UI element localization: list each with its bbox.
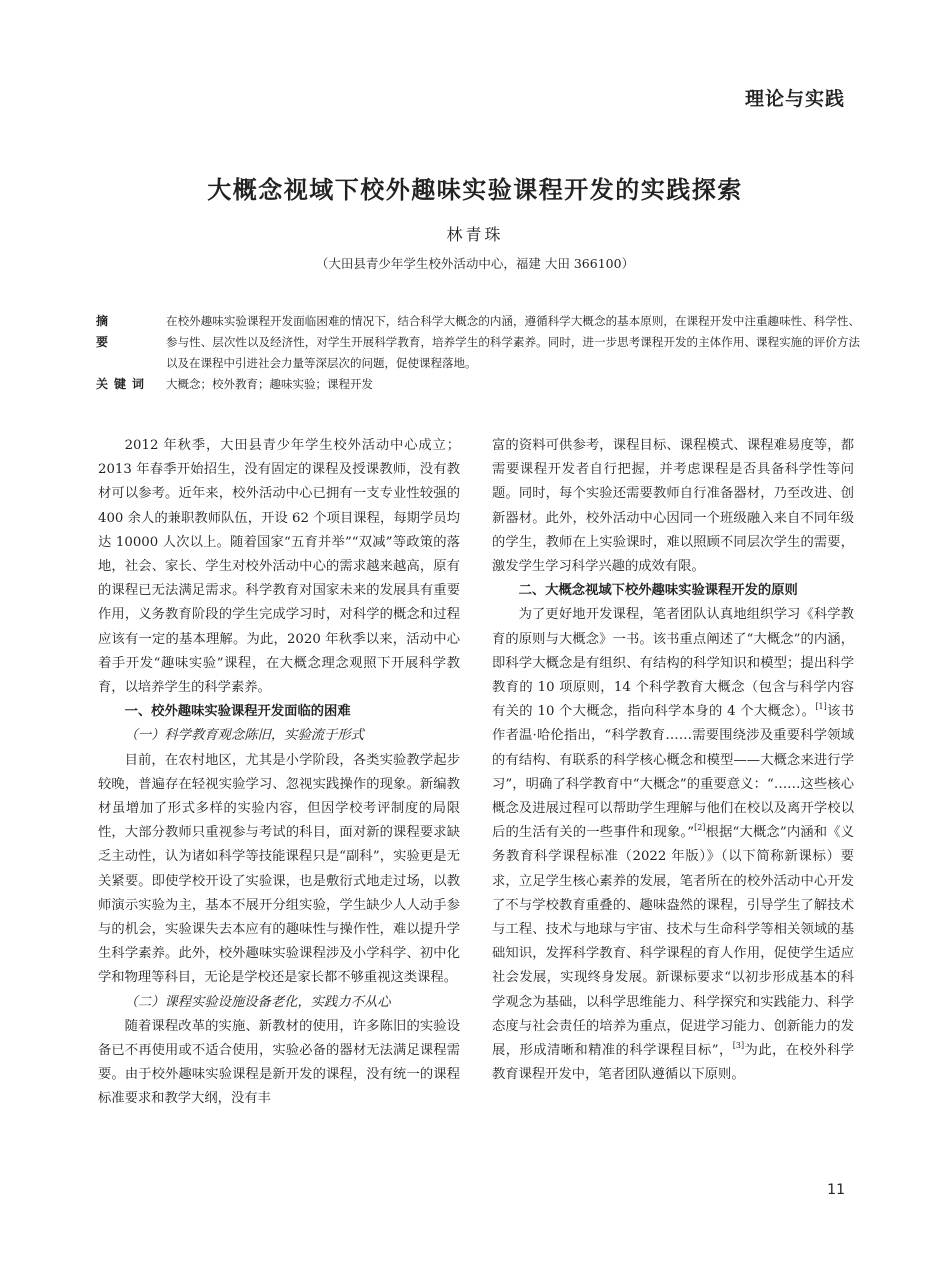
paragraph-continued: 富的资料可供参考，课程目标、课程模式、课程难易度等，都需要课程开发者自行把握，并考虑课程是否具备科学性等问题。同时，每个实验还需要教师自行准备器材，乃至改进、创新器材。此外，校外活动中心因同一个班级融入来自不同年级的学生，教师在上实验课时，难以照顾不同层次学生的需要，激发学生学习科学兴趣的成效有限。 (492, 438, 854, 575)
heading-section-1: 一、校外趣味实验课程开发面临的困难 (124, 704, 351, 720)
heading-section-2: 二、大概念视域下校外趣味实验课程开发的原则 (518, 583, 798, 599)
heading-subsection-1-2: （二）课程实验设施设备老化，实践力不从心 (124, 994, 391, 1010)
text-segment: 根据“大概念”内涵和《义务教育科学课程标准（2022 年版）》（以下简称新课标）要求，立足学生核心素养的发展，笔者所在的校外活动中心开发了不与学校教育重叠的、趣味盎然的课程，引导学生了解技术与工程、技术与地球与宇宙、技术与生命科学等相关领域的基础知识，发挥科学教育、科学课程的育人作用，促使学生适应社会发展，实现终身发展。新课标要求“以初步形成基本的科学观念为基础，以科学思维能力、科学探究和实践能力、科学态度与社会责任的培养为重点，促进学习能力、创新能力的发展，形成清晰和精准的科学课程目标”， (492, 825, 854, 1059)
abstract-label: 摘要 (96, 314, 139, 349)
article-title: 大概念视域下校外趣味实验课程开发的实践探索 (207, 176, 743, 204)
body-column-left (98, 434, 460, 1112)
abstract-text: 在校外趣味实验课程开发面临困难的情况下，结合科学大概念的内涵，遵循科学大概念的基本原则，在课程开发中注重趣味性、科学性、参与性、层次性以及经济性，对学生开展科学教育，培养学生的科学素养。同时，进一步思考课程开发的主体作用、课程实施的评价方法以及在课程中引进社会力量等深层次的问题，促使课程落地。 (166, 314, 860, 370)
article-author: 林青珠 (446, 225, 504, 244)
keywords-label: 关键词 (96, 377, 151, 391)
section-tag: 理论与实践 (744, 88, 845, 110)
keywords-text: 大概念；校外教育；趣味实验；课程开发 (166, 377, 373, 391)
paragraph-principles (492, 603, 854, 1087)
text-segment: 该书作者温·哈伦指出，“科学教育……需要围绕涉及重要科学领域的有结构、有联系的科学核心概念和模型——大概念来进行学习”，明确了科学教育中“大概念”的重要意义：“……这些核心概念及进展过程可以帮助学生理解与他们在校以及离开学校以后的生活有关的一些事件和现象。” (492, 704, 855, 841)
abstract-row (96, 311, 860, 374)
citation-ref: [1] (815, 702, 827, 712)
abstract-block (96, 311, 860, 395)
page-number: 11 (827, 1182, 845, 1198)
author-affiliation: （大田县青少年学生校外活动中心，福建 大田 366100） (315, 256, 635, 271)
citation-ref: [2] (694, 823, 706, 833)
keywords-row (96, 374, 860, 395)
text-segment: 为了更好地开发课程，笔者团队认真地组织学习《科学教育的原则与大概念》一书。该书重点阐述了“大概念”的内涵，即科学大概念是有组织、有结构的科学知识和模型；提出科学教育的 10 项原则，14 个科学教育大概念（包含与科学内容有关的 10 个大概念，指向科学本身的 4 个大概念）。 (492, 607, 854, 720)
body-column-right (492, 434, 854, 1087)
citation-ref: [3] (732, 1041, 745, 1051)
paragraph-intro: 2012 年秋季，大田县青少年学生校外活动中心成立；2013 年春季开始招生，没有固定的课程及授课教师，没有教材可以参考。近年来，校外活动中心已拥有一支专业性较强的 400 余人的兼职教师队伍，开设 62 个项目课程，每期学员均达 10000 人次以上。随着国家“五育并举”“双减”等政策的落地，社会、家长、学生对校外活动中心的需求越来越高，原有的课程已无法满足需求。科学教育对国家未来的发展具有重要作用，义务教育阶段的学生完成学习时，对科学的概念和过程应该有一定的基本理解。为此，2020 年秋季以来，活动中心着手开发“趣味实验”课程，在大概念理念观照下开展科学教育，以培养学生的科学素养。 (98, 438, 460, 696)
paragraph-difficulty-1: 目前，在农村地区，尤其是小学阶段，各类实验教学起步较晚，普遍存在轻视实验学习、忽视实践操作的现象。新编教材虽增加了形式多样的实验内容，但因学校考评制度的局限性，大部分教师只重视参与考试的科目，面对新的课程要求缺乏主动性，认为诸如科学等技能课程只是“副科”，实验更是无关紧要。即使学校开设了实验课，也是敷衍式地走过场，以教师演示实验为主，基本不展开分组实验，学生缺少人人动手参与的机会，实验课失去本应有的趣味性与操作性，难以提升学生科学素养。此外，校外趣味实验课程涉及小学科学、初中化学和物理等科目，无论是学校还是家长都不够重视这类课程。 (98, 752, 460, 986)
paragraph-difficulty-2: 随着课程改革的实施、新教材的使用，许多陈旧的实验设备已不再使用或不适合使用，实验必备的器材无法满足课程需要。由于校外趣味实验课程是新开发的课程，没有统一的课程标准要求和教学大纲，没有丰 (98, 1018, 460, 1107)
text-segment: 为此，在校外科学教育课程开发中，笔者团队遵循以下原则。 (492, 1043, 854, 1083)
heading-subsection-1-1: （一）科学教育观念陈旧，实验流于形式 (124, 728, 364, 744)
